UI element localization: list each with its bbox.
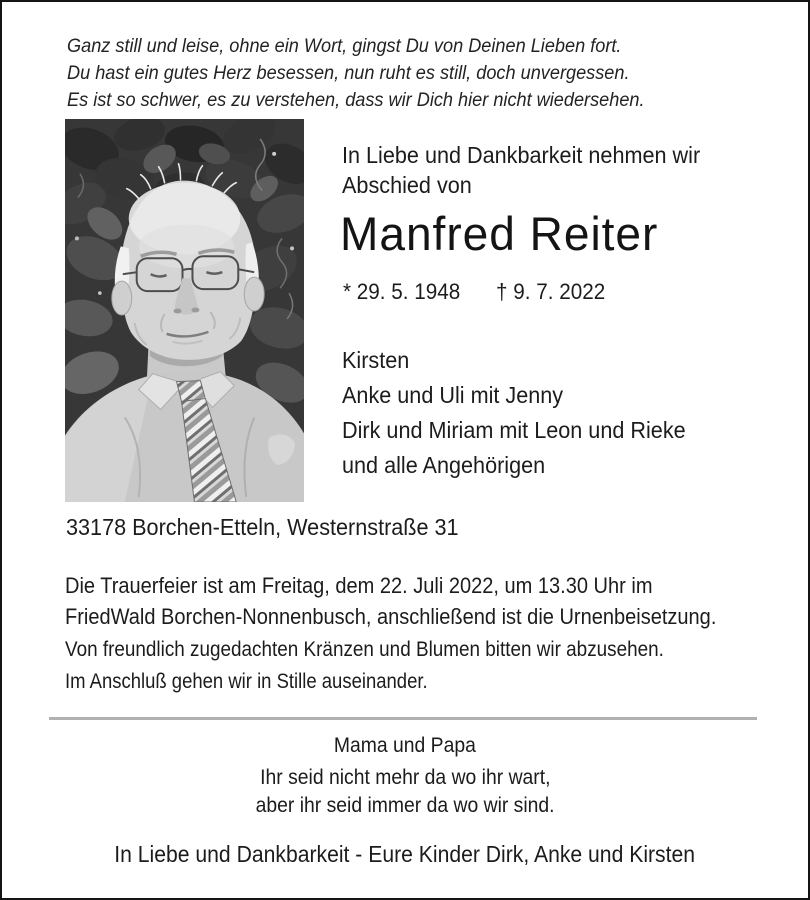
funeral-info xyxy=(65,570,781,632)
tribute-heading: Mama und Papa xyxy=(333,733,476,757)
tribute-signature: In Liebe und Dankbarkeit - Eure Kinder Dirk, Anke und Kirsten xyxy=(114,841,696,867)
mourner-line: Dirk und Miriam mit Leon und Rieke xyxy=(342,417,686,443)
tribute-verse-line: aber ihr seid immer da wo wir sind. xyxy=(255,792,555,817)
section-divider xyxy=(49,717,757,720)
intro-line: Abschied von xyxy=(342,172,472,198)
verse-line: Es ist so schwer, es zu verstehen, dass wir Dich hier nicht wiedersehen. xyxy=(67,89,645,111)
birth-date: * 29. 5. 1948 xyxy=(343,279,461,304)
deceased-name: Manfred Reiter xyxy=(340,207,659,260)
verse-line: Ganz still und leise, ohne ein Wort, gingst Du von Deinen Lieben fort. xyxy=(67,35,622,57)
tribute-verse xyxy=(2,764,808,819)
mourner-line: und alle Angehörigen xyxy=(342,452,546,478)
death-date: † 9. 7. 2022 xyxy=(495,279,606,304)
closing-note: Im Anschluß gehen wir in Stille auseinander. xyxy=(65,670,428,693)
funeral-line: Die Trauerfeier ist am Freitag, dem 22. Juli 2022, um 13.30 Uhr im xyxy=(65,573,653,598)
address-line: 33178 Borchen-Etteln, Westernstraße 31 xyxy=(66,514,459,540)
announcement-intro xyxy=(342,140,723,200)
life-dates xyxy=(343,281,612,303)
mourners-list xyxy=(342,343,708,483)
funeral-line: FriedWald Borchen-Nonnenbusch, anschließend ist die Urnenbeisetzung. xyxy=(65,604,717,629)
opening-verse xyxy=(67,33,688,114)
mourner-line: Anke und Uli mit Jenny xyxy=(342,382,564,408)
portrait-photo-illustration xyxy=(65,119,304,502)
verse-line: Du hast ein gutes Herz besessen, nun ruht es still, doch unvergessen. xyxy=(67,62,630,84)
portrait-photo xyxy=(65,119,304,502)
flowers-note: Von freundlich zugedachten Kränzen und Blumen bitten wir abzusehen. xyxy=(65,638,664,661)
mourner-line: Kirsten xyxy=(342,347,410,373)
intro-line: In Liebe und Dankbarkeit nehmen wir xyxy=(342,142,701,168)
tribute-verse-line: Ihr seid nicht mehr da wo ihr wart, xyxy=(259,765,551,789)
